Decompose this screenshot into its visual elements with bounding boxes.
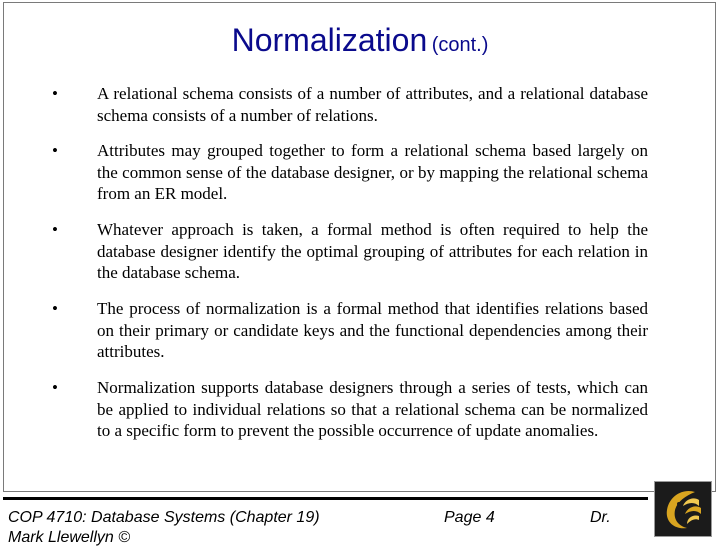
footer-course: COP 4710: Database Systems (Chapter 19) bbox=[8, 509, 320, 526]
footer-divider bbox=[3, 497, 648, 500]
footer-author: Dr. bbox=[590, 509, 611, 526]
footer-author-continued: Mark Llewellyn © bbox=[8, 529, 131, 546]
bullet-text: Whatever approach is taken, a formal method is often required to help the database designer identify the optimal grouping of attributes for each relation in the database schema. bbox=[97, 220, 648, 282]
slide-title-sub: (cont.) bbox=[431, 34, 489, 56]
bullet-marker: • bbox=[52, 220, 58, 239]
logo-graphic bbox=[655, 482, 711, 536]
bullet-text: Attributes may grouped together to form a relational schema based largely on the common sense of the database designer, or by mapping the relational schema from an ER model. bbox=[97, 141, 648, 203]
bullet-text: Normalization supports database designers through a series of tests, which can be applied to individual relations so that a relational schema can be normalized to a specific form to prevent the possible occurrence of update anomalies. bbox=[97, 378, 648, 440]
footer-page-number: Page 4 bbox=[444, 509, 495, 526]
bullet-text: The process of normalization is a formal method that identifies relations based on their primary or candidate keys and the functional dependencies among their attributes. bbox=[97, 299, 648, 361]
bullet-text: A relational schema consists of a number of attributes, and a relational database schema consists of a number of relations. bbox=[97, 84, 648, 125]
slide-title-main: Normalization bbox=[231, 22, 428, 58]
ucf-pegasus-logo-icon bbox=[654, 481, 712, 537]
bullet-marker: • bbox=[52, 299, 58, 318]
bullet-marker: • bbox=[52, 378, 58, 397]
bullet-marker: • bbox=[52, 84, 58, 103]
bullet-marker: • bbox=[52, 141, 58, 160]
